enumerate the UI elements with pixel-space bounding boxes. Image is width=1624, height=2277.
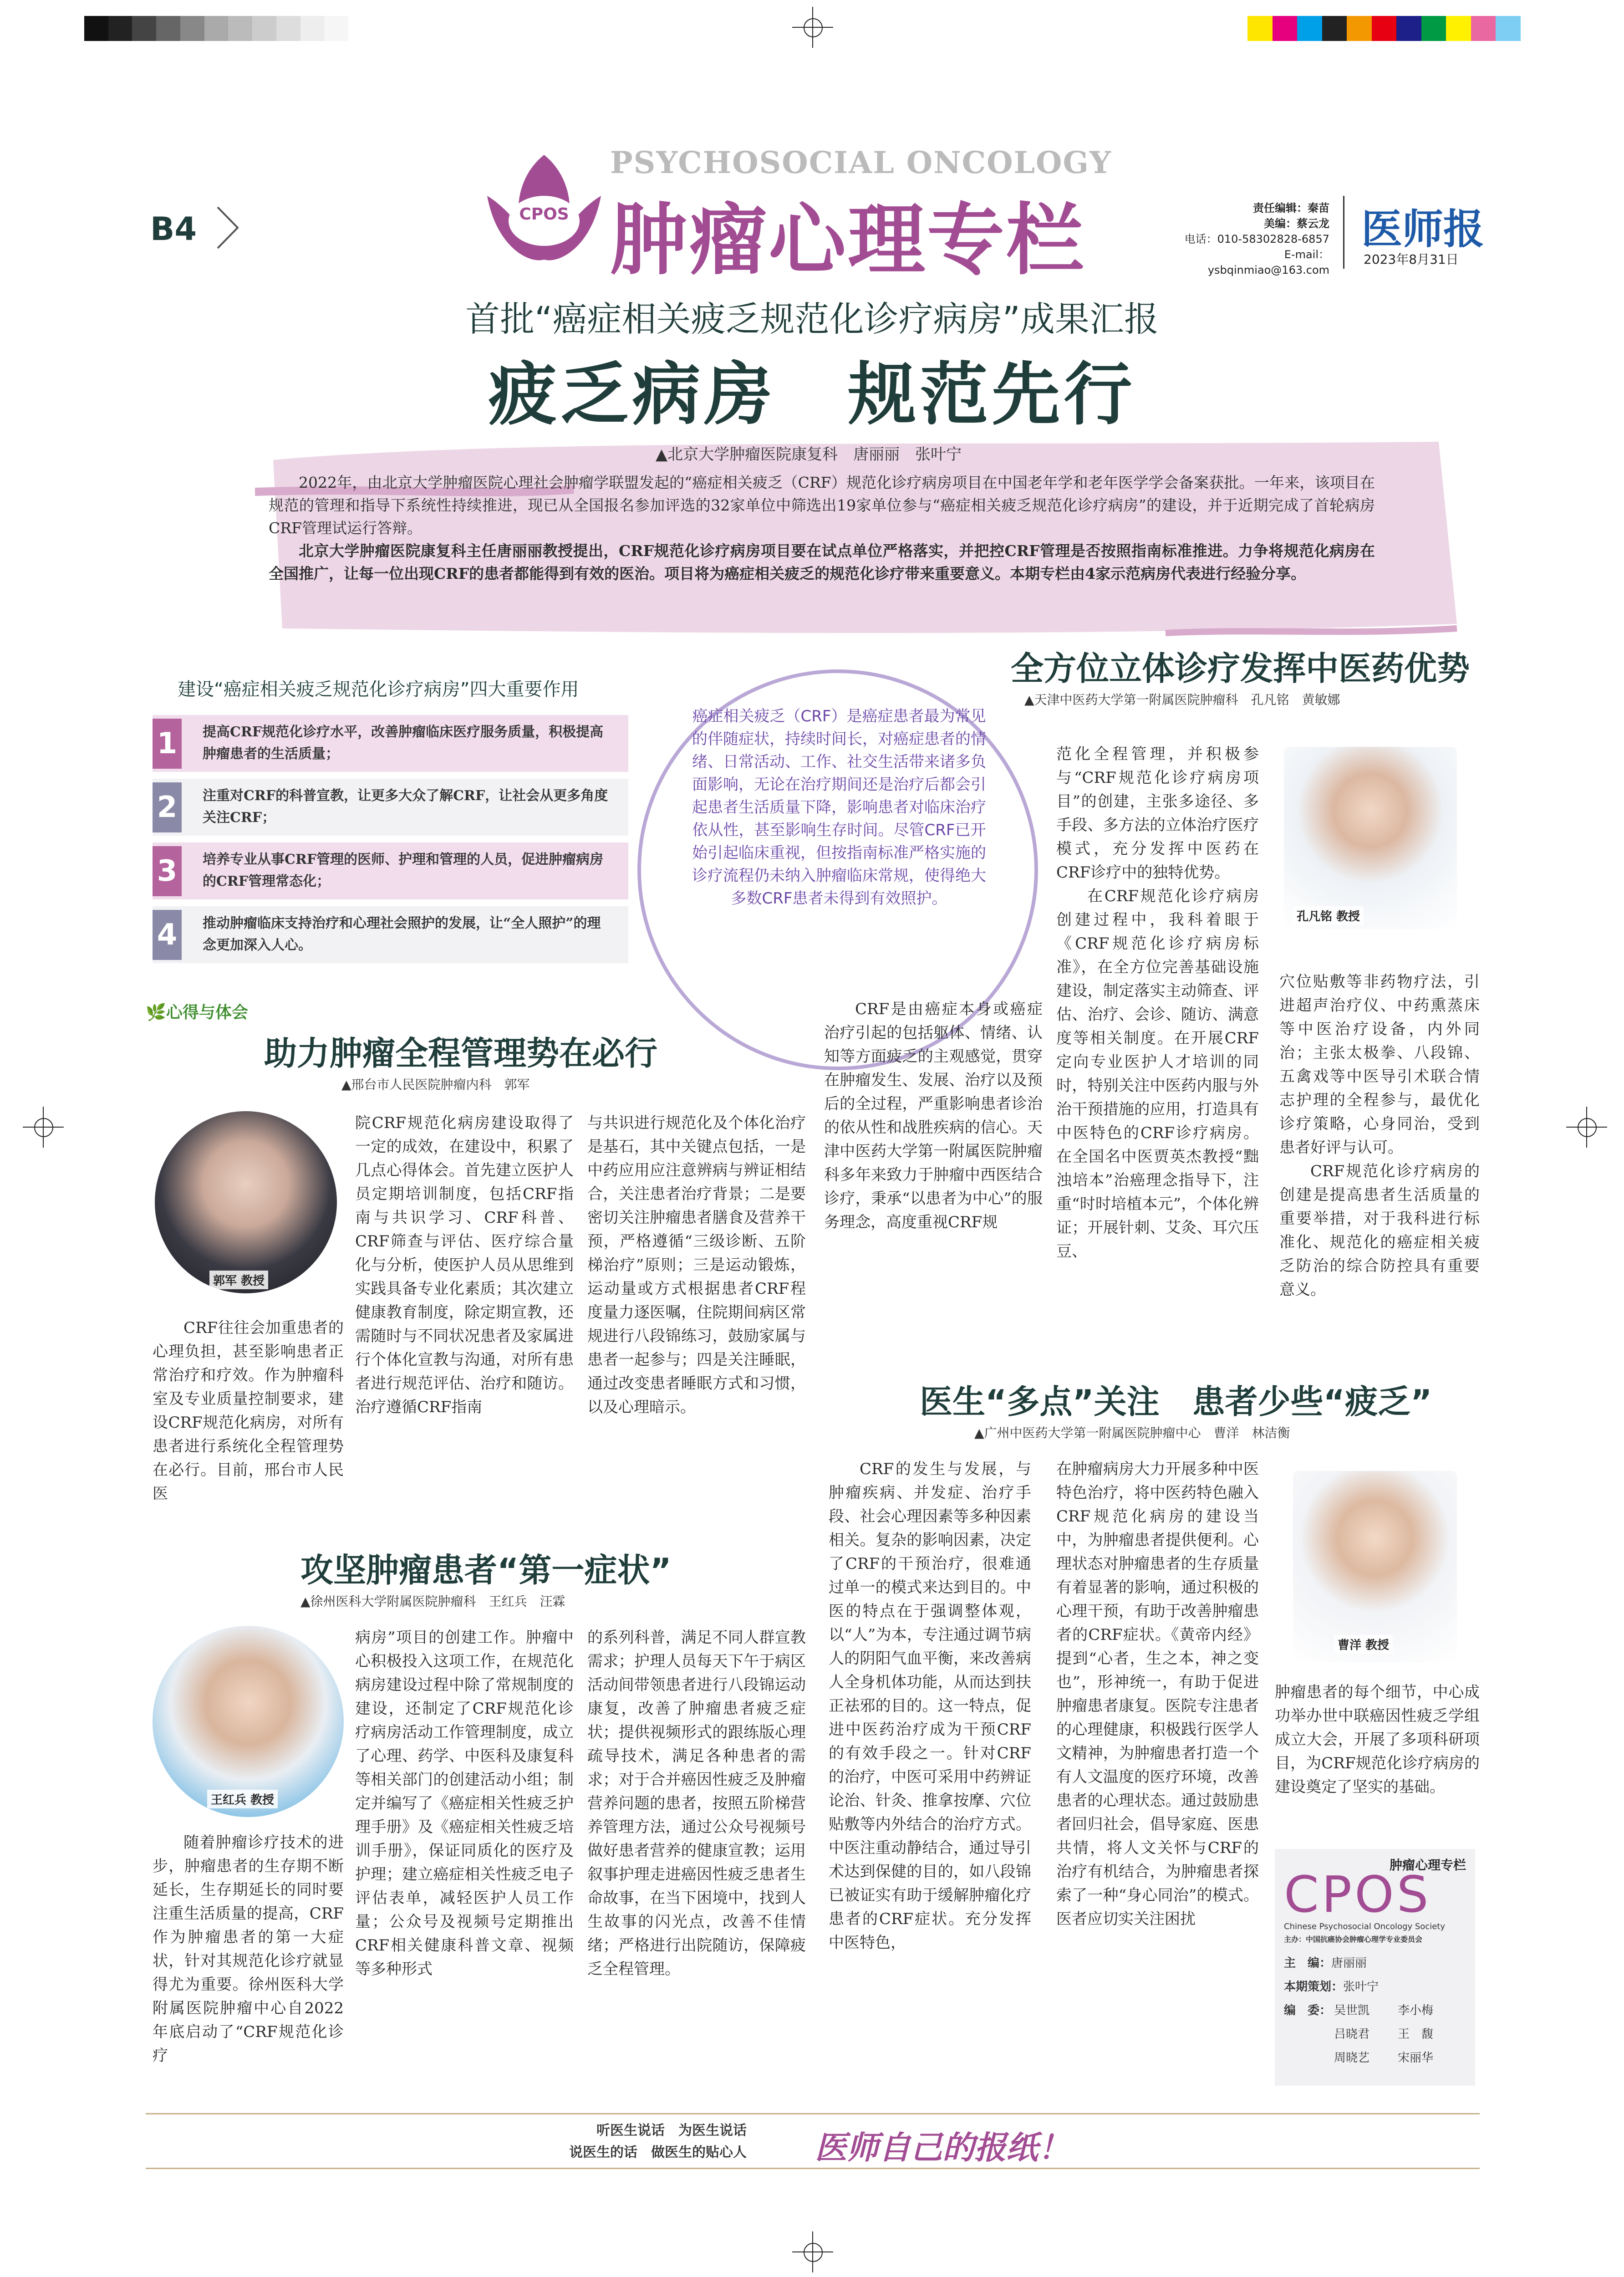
roles-list (153, 715, 628, 970)
registration-mark-icon (792, 2231, 833, 2272)
roles-title: 建设“癌症相关疲乏规范化诊疗病房”四大重要作用 (178, 679, 579, 700)
lead-intro (269, 471, 1375, 585)
article2-col2: 范化全程管理，并积极参与“CRF规范化诊疗病房项目”的创建，主张多途径、多手段、多方法的立体治疗医疗模式，充分发挥中医药在CRF诊疗中的独特优势。 在CRF规范化诊疗病房创建过程中，我科着眼于《CRF规范化诊疗病房标准》，在全方位完善基础设施建设，制定落实主动筛查、评估、治疗、会诊、随访、满意度等相关制度。在开展CRF定向专业医护人才培训的同时，特别关注中医药内服与外治干预措施的应用，打造具有中医特色的CRF诊疗病房。在全国名中医贾英杰教授“黜浊培本”治癌理念指导下，注重“时时培植本元”，个体化辨证；开展针刺、艾灸、耳穴压豆、 (1056, 745, 1259, 1261)
footer-slogan: 医师自己的报纸！ (815, 2129, 1070, 2166)
article4-headline: 医生“多点”关注 患者少些“疲乏” (920, 1383, 1432, 1421)
article4-col1: CRF的发生与发展，与肿瘤疾病、并发症、治疗手段、社会心理因素等多种因素相关。复杂的影响因素，决定了CRF的干预治疗，很难通过单一的模式来达到目的。中医的特点在于强调整体观，以“人”为本，专注通过调节病人的阴阳气血平衡，来改善病人全身机体功能，从而达到扶正祛邪的目的。这一特点，促进中医药治疗成为干预CRF的有效手段之一。针对CRF的治疗，中医可采用中药辨证论治、针灸、推拿按摩、穴位贴敷等内外结合的治疗方式。中医注重动静结合，通过导引术达到保健的目的，如八段锦已被证实有助于缓解肿瘤化疗患者的CRF症状。充分发挥中医特色， (829, 1460, 1031, 1952)
column-title: 肿瘤心理专栏 (610, 195, 1086, 286)
article3-headline: 攻坚肿瘤患者“第一症状” (300, 1551, 672, 1589)
role-text: 推动肿瘤临床支持治疗和心理社会照护的发展，让“全人照护”的理念更加深入人心。 (203, 915, 601, 953)
english-title: PSYCHOSOCIAL ONCOLOGY (610, 145, 1112, 180)
role-number: 4 (153, 910, 182, 960)
author-photo-cao (1293, 1471, 1457, 1662)
photo-caption: 孔凡铭 教授 (1293, 906, 1364, 925)
organizer: 主办：中国抗癌协会肿瘤心理学专业委员会 (1284, 1935, 1423, 1944)
article3-col1: 随着肿瘤诊疗技术的进步，肿瘤患者的生存期不断延长，生存期延长的同时要注重生活质量的提高，CRF作为肿瘤患者的第一大症状，针对其规范化诊疗就显得尤为重要。徐州医科大学附属医院肿瘤中心自2022年底启动了“CRF规范化诊疗 (153, 1833, 344, 2065)
footer-rule (146, 2113, 1480, 2114)
article4-col2: 在肿瘤病房大力开展多种中医特色治疗，将中医药特色融入CRF规范化病房的建设当中，为肿瘤患者提供便利。心理状态对肿瘤患者的生存质量有着显著的影响，通过积极的心理干预，有助于改善肿瘤患者的CRF症状。《黄帝内经》提到“心者，生之本，神之变也”，形神统一，有助于促进肿瘤患者康复。医院专注患者的心理健康，积极践行医学人文精神，为肿瘤患者打造一个有人文温度的医疗环境，改善患者的心理状态。通过鼓励患者回归社会，倡导家庭、医患共情，将人文关怀与CRF的治疗有机结合，为肿瘤患者探索了一种“身心同治”的模式。医者应切实关注困扰 (1056, 1460, 1259, 1928)
editor-member: 王 馥 (1398, 2027, 1434, 2041)
editor-info (1179, 200, 1329, 278)
staff-box-title: 肿瘤心理专栏 (1389, 1858, 1466, 1873)
phone: 电话：010-58302828-6857 (1184, 233, 1329, 245)
article3-byline: ▲徐州医科大学附属医院肿瘤科 王红兵 汪霖 (300, 1594, 565, 1609)
role-item (153, 715, 628, 772)
article4-col3: 肿瘤患者的每个细节，中心成功举办世中联癌因性疲乏学组成立大会，开展了多项科研项目，为CRF规范化诊疗病房的建设奠定了坚实的基础。 (1275, 1683, 1480, 1796)
article1-byline: ▲邢台市人民医院肿瘤内科 郭军 (341, 1077, 530, 1092)
leaf-icon: 🌿 (146, 1003, 166, 1022)
editor-member: 周晓艺 (1334, 2051, 1370, 2065)
footer-motto: 听医生说话 为医生说话 说医生的话 做医生的贴心人 (569, 2123, 747, 2160)
society-name: Chinese Psychosocial Oncology Society (1284, 1922, 1445, 1931)
color-bar (1247, 16, 1521, 41)
article3-col2: 病房”项目的创建工作。肿瘤中心积极投入这项工作，在规范化病房建设过程中除了常规制度的建设，还制定了CRF规范化诊疗病房活动工作管理制度，成立了心理、药学、中医科及康复科等相关部门的创建活动小组；制定并编写了《癌症相关性疲乏护理手册》及《癌症相关性疲乏培训手册》，保证同质化的医疗及护理；建立癌症相关性疲乏电子评估表单，减轻医护人员工作量；公众号及视频号定期推出CRF相关健康科普文章、视频等多种形式 (355, 1629, 574, 1978)
role-number: 1 (153, 719, 182, 769)
issue-date: 2023年8月31日 (1364, 252, 1459, 267)
editor-name: 责任编辑：秦苗 (1253, 202, 1329, 214)
photo-caption: 郭军 教授 (209, 1271, 268, 1289)
callout-text: 癌症相关疲乏（CRF）是癌症患者最为常见的伴随症状，持续时间长，对癌症患者的情绪、日常活动、工作、社交生活带来诸多负面影响，无论在治疗期间还是治疗后都会引起患者生活质量下降，影响患者对临床治疗依从性，甚至影响生存时间。尽管CRF已开始引起临床重视，但按指南标准严格实施的诊疗流程仍未纳入肿瘤临床常规，使得绝大多数CRF患者未得到有效照护。 (692, 707, 986, 908)
article1-col2: 院CRF规范化病房建设取得了一定的成效，在建设中，积累了几点心得体会。首先建立医护人员定期培训制度，包括CRF指南与共识学习、CRF科普、CRF筛查与评估、医疗综合量化与分析，使医护人员从思维到实践具备专业化素质；其次建立健康教育制度，除定期宣教，还需随时与不同状况患者及家属进行个体化宣教与沟通，对所有患者进行规范评估、治疗和随访。治疗遵循CRF指南 (355, 1114, 574, 1416)
role-text: 提高CRF规范化诊疗水平，改善肿瘤临床医疗服务质量，积极提高肿瘤患者的生活质量； (203, 724, 604, 762)
intro-paragraph: 北京大学肿瘤医院康复科主任唐丽丽教授提出，CRF规范化诊疗病房项目要在试点单位严格落实，并把控CRF管理是否按照指南标准推进。力争将规范化病房在全国推广，让每一位出现CRF的患者都能得到有效的医治。项目将为癌症相关疲乏的规范化诊疗带来重要意义。本期专栏由4家示范病房代表进行经验分享。 (269, 542, 1375, 582)
article1-col1: CRF往往会加重患者的心理负担，甚至影响患者正常治疗和疗效。作为肿瘤科室及专业质量控制要求，建设CRF规范化病房，对所有患者进行系统化全程管理势在必行。目前，邢台市人民医 (153, 1319, 344, 1503)
headline: 疲乏病房 规范先行 (488, 355, 1136, 434)
role-item (153, 906, 628, 963)
grayscale-bar (84, 16, 348, 41)
chief-editor: 唐丽丽 (1331, 1956, 1367, 1970)
article2-byline: ▲天津中医药大学第一附属医院肿瘤科 孔凡铭 黄敏娜 (1024, 692, 1340, 707)
masthead-divider (1343, 196, 1344, 269)
planner: 张叶宁 (1343, 1980, 1379, 1994)
staff-list: 主 编：唐丽丽 本期策划：张叶宁 编 委： 吴世凯 李小梅 吕晓君 王 馥 周晓艺 宋丽华 (1284, 1951, 1466, 2070)
article2-col1: CRF是由癌症本身或癌症治疗引起的包括躯体、情绪、认知等方面疲乏的主观感觉，贯穿在肿瘤发生、发展、治疗以及预后的全过程，严重影响患者诊治的依从性和战胜疾病的信心。天津中医药大学第一附属医院肿瘤科多年来致力于肿瘤中西医结合诊疗，秉承“以患者为中心”的服务理念，高度重视CRF规 (824, 1000, 1043, 1231)
editor-member: 宋丽华 (1398, 2051, 1434, 2065)
article1-headline: 助力肿瘤全程管理势在必行 (264, 1034, 658, 1072)
registration-mark-icon (23, 1107, 64, 1148)
designer-name: 美编：蔡云龙 (1264, 217, 1329, 230)
chevron-right-icon (214, 205, 241, 250)
lead-byline: ▲北京大学肿瘤医院康复科 唐丽丽 张叶宁 (656, 445, 962, 464)
author-photo-wang (153, 1626, 344, 1817)
section-label: 🌿心得与体会 (146, 1003, 248, 1022)
role-number: 3 (153, 846, 182, 896)
role-number: 2 (153, 782, 182, 832)
role-item (153, 779, 628, 836)
photo-caption: 王红兵 教授 (207, 1790, 278, 1808)
photo-caption: 曹洋 教授 (1334, 1635, 1393, 1654)
author-photo-kong (1284, 747, 1457, 929)
staff-box (1275, 1849, 1475, 2086)
article2-col3: 穴位贴敷等非药物疗法，引进超声治疗仪、中药熏蒸床等中医治疗设备，内外同治；主张太极拳、八段锦、五禽戏等中医导引术联合情志护理的全程参与，最优化诊疗策略，心身同治，受到患者好评与认可。 CRF规范化诊疗病房的创建是提高患者生活质量的重要举措，对于我科进行标准化、规范化的癌症相关疲乏防治的综合防控具有重要意义。 (1279, 973, 1480, 1299)
editor-member: 吕晓君 (1334, 2027, 1370, 2041)
editor-member: 李小梅 (1398, 2004, 1434, 2017)
editor-member: 吴世凯 (1334, 2004, 1370, 2017)
article1-col3: 与共识进行规范化及个体化治疗是基石，其中关键点包括，一是中药应用应注意辨病与辨证相结合，关注患者治疗背景；二是要密切关注肿瘤患者膳食及营养干预，严格遵循“三级诊断、五阶梯治疗”原则；三是运动锻炼，运动量或方式根据患者CRF程度量力逐医嘱，住院期间病区常规进行八段锦练习，鼓励家属与患者一起参与；四是关注睡眠，通过改变患者睡眠方式和习惯，以及心理暗示。 (587, 1114, 806, 1416)
page-number: B4 (150, 210, 197, 248)
article2-headline: 全方位立体诊疗发挥中医药优势 (1011, 649, 1470, 688)
role-text: 注重对CRF的科普宣教，让更多大众了解CRF，让社会从更多角度关注CRF； (203, 788, 608, 826)
author-photo-guo (155, 1111, 337, 1293)
paper-name: 医师报 (1361, 205, 1484, 253)
article3-col3: 的系列科普，满足不同人群宣教需求；护理人员每天下午于病区活动间带领患者进行八段锦运动康复，改善了肿瘤患者疲乏症状；提供视频形式的跟练版心理疏导技术，满足各种患者的需求；对于合并癌因性疲乏及肿瘤营养问题的患者，按照五阶梯营养管理方法，通过公众号视频号做好患者营养的健康宣教；运用叙事护理走进癌因性疲乏患者生命故事，在当下困境中，找到人生故事的闪光点，改善不佳情绪；严格进行出院随访，保障疲乏全程管理。 (587, 1629, 806, 1978)
email: E-mail：ysbqinmiao@163.com (1207, 248, 1329, 276)
logo-text: CPOS (519, 205, 569, 224)
article4-byline: ▲广州中医药大学第一附属医院肿瘤中心 曹洋 林洁衡 (974, 1425, 1290, 1440)
role-text: 培养专业从事CRF管理的医师、护理和管理的人员，促进肿瘤病房的CRF管理常态化； (203, 852, 604, 889)
footer-rule (146, 2168, 1480, 2169)
staff-box-logo: CPOS (1284, 1865, 1431, 1924)
intro-paragraph: 2022年，由北京大学肿瘤医院心理社会肿瘤学联盟发起的“癌症相关疲乏（CRF）规范化诊疗病房项目在中国老年学和老年医学学会备案获批。一年来，该项目在规范的管理和指导下系统性持续推进，现已从全国报名参加评选的32家单位中筛选出19家单位参与“癌症相关疲乏规范化诊疗病房”的建设，并于近期完成了首轮病房CRF管理试运行答辩。 (269, 474, 1375, 537)
role-item (153, 842, 628, 899)
kicker: 首批“癌症相关疲乏规范化诊疗病房”成果汇报 (465, 299, 1159, 339)
registration-mark-icon (792, 7, 833, 48)
registration-mark-icon (1566, 1107, 1607, 1148)
